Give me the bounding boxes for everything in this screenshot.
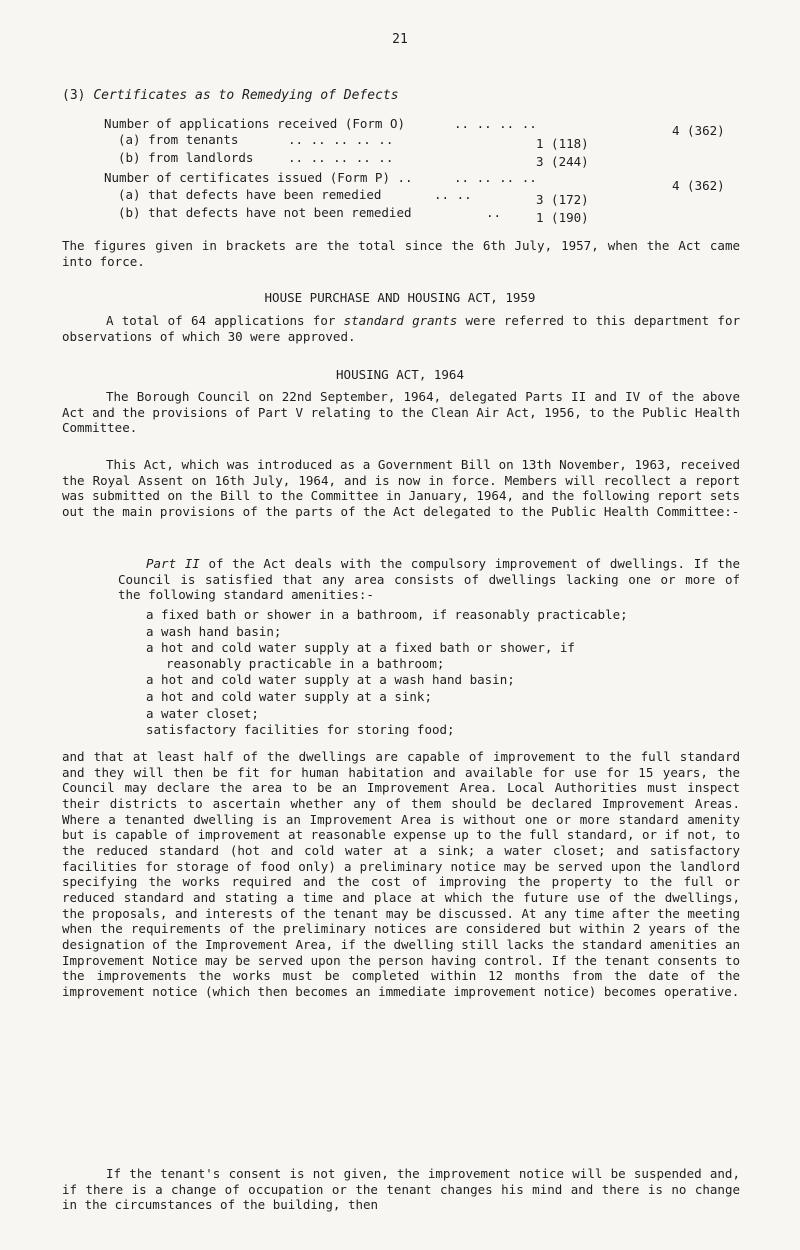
list-item-text: a hot and cold water supply at a fixed bath or shower, if [146, 640, 575, 656]
list-item [146, 624, 746, 640]
section-heading [62, 88, 399, 103]
list-item [146, 672, 746, 688]
list-item-text: a water closet; [146, 705, 259, 721]
stat-sub: 1 (190) [536, 210, 589, 225]
hpha-text-emphasis: standard grants [343, 313, 458, 328]
list-item-text: a hot and cold water supply at a wash hand basin; [146, 672, 515, 688]
list-item [146, 689, 746, 705]
hpha-text-post: were referred to this department for observations of which 30 were approved. [62, 313, 741, 344]
list-item [146, 706, 746, 722]
ha1964-paragraph-5: If the tenant's consent is not given, the improvement notice will be suspended and, if there is a change of occupation or the tenant changes his mind and there is no change in the circumstances of the building, then [62, 1166, 740, 1213]
ha1964-paragraph-3 [118, 556, 740, 603]
stat-dots: .. .. .. .. .. [288, 132, 394, 147]
stat-label: Number of certificates issued (Form P) .. [104, 170, 413, 185]
list-item-text: a hot and cold water supply at a sink; [146, 688, 432, 704]
stat-total: 4 (362) [672, 123, 725, 138]
stat-dots: .. [486, 205, 502, 220]
stat-sub: 1 (118) [536, 136, 589, 151]
amenities-list [146, 607, 746, 739]
hpha-heading: HOUSE PURCHASE AND HOUSING ACT, 1959 [264, 290, 536, 305]
stat-total: 4 (362) [672, 178, 725, 193]
section-title: Certificates as to Remedying of Defects [93, 88, 399, 103]
stat-label: (a) from tenants [118, 132, 239, 147]
stat-label: (b) from landlords [118, 150, 254, 165]
stat-dots: .. .. .. .. [454, 116, 537, 131]
list-item [146, 607, 746, 623]
stat-sub: 3 (172) [536, 192, 589, 207]
list-item-continuation: reasonably practicable in a bathroom; [166, 655, 445, 671]
list-item-text: a fixed bath or shower in a bathroom, if reasonably practicable; [146, 607, 628, 622]
list-item-text: a wash hand basin; [146, 623, 282, 639]
stat-dots: .. .. .. .. [454, 170, 537, 185]
ha1964-heading: HOUSING ACT, 1964 [336, 367, 464, 382]
stat-label: (a) that defects have been remedied [118, 187, 382, 202]
list-item-text: satisfactory facilities for storing food; [146, 722, 455, 738]
brackets-note: The figures given in brackets are the total since the 6th July, 1957, when the Act came into force. [62, 238, 740, 269]
section-number: (3) [62, 88, 86, 103]
ha1964-paragraph-4: and that at least half of the dwellings are capable of improvement to the full standard and they will then be fit for human habitation and available for use for 15 years, the Council may declare the area to be an Improvement Area. Local Authorities must inspect their districts to ascertain whether any of them should be declared Improvement Areas. Where a tenanted dwelling is an Improvement Area is without one or more standard amenity but is capable of improvement at reasonable expense up to the full standard, or if not, to the reduced standard (hot and cold water at a sink; a water closet; and satisfactory facilities for storage of food only) a preliminary notice may be served upon the landlord specifying the works required and the cost of improving the property to the full or reduced standard and stating a time and place at which the future use of the dwellings, the proposals, and interests of the tenant may be discussed. At any time after the meeting when the requirements of the preliminary notices are considered but within 2 years of the designation of the Improvement Area, if the dwelling still lacks the standard amenities an Improvement Notice may be served upon the person having control. If the tenant consents to the improvements the works must be completed within 12 months from the date of the improvement notice (which then becomes an immediate improvement notice) becomes operative. [62, 749, 740, 999]
list-item [146, 640, 746, 671]
ha1964-paragraph-2: This Act, which was introduced as a Government Bill on 13th November, 1963, received the Royal Assent on 16th July, 1964, and is now in force. Members will recollect a report was submitted on the Bill to the Committee in January, 1964, and the following report sets out the main provisions of the parts of the Act delegated to the Public Health Committee:- [62, 457, 740, 519]
page-number: 21 [392, 32, 408, 47]
ha1964-paragraph-1: The Borough Council on 22nd September, 1964, delegated Parts II and IV of the above Act and the provisions of Part V relating to the Clean Air Act, 1956, to the Public Health Committee. [62, 389, 740, 436]
stat-dots: .. .. [434, 187, 472, 202]
part-ii-label: Part II [146, 556, 200, 571]
stat-label: Number of applications received (Form O) [104, 116, 406, 131]
stat-dots: .. .. .. .. .. [288, 150, 394, 165]
part-ii-text: of the Act deals with the compulsory improvement of dwellings. If the Council is satisfied that any area consists of dwellings lacking one or more of the following standard amenities:- [118, 556, 740, 603]
hpha-text-pre: A total of 64 applications for [106, 313, 344, 328]
hpha-paragraph [62, 313, 740, 344]
stat-sub: 3 (244) [536, 154, 589, 169]
stat-label: (b) that defects have not been remedied [118, 205, 412, 220]
list-item [146, 722, 746, 738]
